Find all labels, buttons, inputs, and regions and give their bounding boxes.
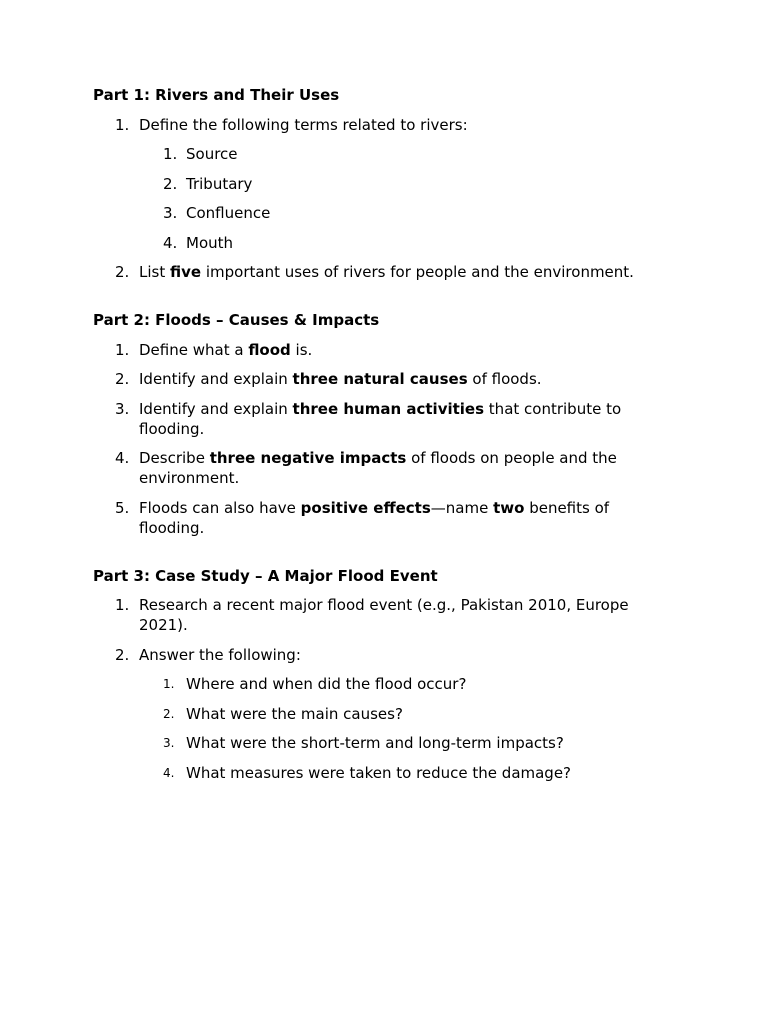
part2-question-list: [93, 340, 673, 538]
question-text-bold: three negative impacts: [209, 449, 407, 467]
case-study-subquestion: [139, 674, 673, 694]
part2-question-4: [93, 448, 673, 488]
part2-question-5: [93, 498, 673, 538]
question-text-bold: three natural causes: [292, 370, 468, 388]
question-text-post: important uses of rivers for people and the environment.: [201, 263, 634, 281]
case-study-subquestion-list: [139, 674, 673, 783]
part2-section: [93, 310, 673, 538]
part1-title: Part 1: Rivers and Their Uses: [93, 86, 340, 104]
part3-question-2: [93, 645, 673, 783]
part3-question-list: [93, 595, 673, 783]
question-text: Answer the following:: [139, 645, 301, 664]
question-number: 1.: [115, 596, 130, 614]
question-text-bold: flood: [248, 340, 291, 359]
part3-question-1: [93, 595, 673, 635]
question-text-post: that contribute to flooding.: [139, 399, 622, 438]
term-number: 1.: [163, 145, 178, 163]
part1-question-list: [93, 115, 673, 283]
river-terms-list: [139, 144, 673, 253]
question-text-bold: five: [170, 263, 202, 281]
question-text-pre: Identify and explain: [139, 399, 293, 418]
worksheet-body: [93, 85, 673, 783]
part2-question-2: [93, 369, 673, 389]
question-number: 2.: [115, 263, 130, 281]
term-number: 3.: [163, 204, 178, 222]
question-text-post: benefits of flooding.: [139, 498, 610, 537]
part2-question-3: [93, 399, 673, 439]
part1-question-1: [93, 115, 673, 253]
question-text-bold: three human activities: [292, 399, 485, 418]
case-study-subquestion: [139, 733, 673, 753]
part1-section: [93, 85, 673, 282]
river-term-item: [139, 203, 673, 223]
question-text-pre: Define what a: [139, 340, 249, 359]
question-text: Define the following terms related to rivers:: [139, 115, 468, 134]
question-number: 2.: [115, 370, 130, 388]
case-study-subquestion: [139, 704, 673, 724]
question-text-pre: List: [139, 263, 170, 281]
subquestion-number: 4.: [163, 765, 175, 780]
question-number: 2.: [115, 645, 130, 664]
question-text: Research a recent major flood event (e.g., Pakistan 2010, Europe 2021).: [139, 596, 629, 634]
part3-title: Part 3: Case Study – A Major Flood Event: [93, 566, 438, 585]
subquestion-number: 1.: [163, 677, 175, 691]
river-term-item: [139, 174, 673, 194]
part2-title: Part 2: Floods – Causes & Impacts: [93, 311, 380, 329]
question-text-pre: Identify and explain: [139, 370, 293, 388]
subquestion-text: Where and when did the flood occur?: [186, 675, 467, 693]
question-number: 5.: [115, 498, 130, 517]
question-number: 1.: [115, 340, 130, 359]
river-term-item: [139, 144, 673, 164]
subquestion-text: What measures were taken to reduce the damage?: [186, 763, 572, 782]
part1-question-2: [93, 262, 673, 282]
river-term-item: [139, 233, 673, 253]
case-study-subquestion: [139, 763, 673, 783]
term-text: Tributary: [186, 174, 253, 193]
term-number: 2.: [163, 174, 178, 193]
subquestion-text: What were the short-term and long-term impacts?: [186, 734, 564, 752]
question-text-post: of floods.: [467, 370, 542, 388]
question-number: 4.: [115, 449, 130, 467]
question-number: 3.: [115, 399, 130, 418]
question-number: 1.: [115, 115, 130, 134]
question-text-post: is.: [290, 340, 313, 359]
term-text: Mouth: [186, 233, 234, 252]
term-text: Confluence: [186, 204, 271, 222]
term-text: Source: [186, 145, 238, 163]
question-text-pre: Floods can also have: [139, 498, 301, 517]
subquestion-text: What were the main causes?: [186, 704, 403, 723]
question-text-bold: positive effects: [300, 498, 431, 517]
question-text-bold: two: [493, 498, 525, 517]
term-number: 4.: [163, 233, 178, 252]
subquestion-number: 2.: [163, 706, 175, 721]
subquestion-number: 3.: [163, 736, 175, 750]
question-text-pre: Describe: [139, 449, 210, 467]
part3-section: [93, 566, 673, 783]
question-text-post: of floods on people and the environment.: [139, 449, 617, 487]
question-text-mid: —name: [430, 498, 494, 517]
part2-question-1: [93, 340, 673, 360]
